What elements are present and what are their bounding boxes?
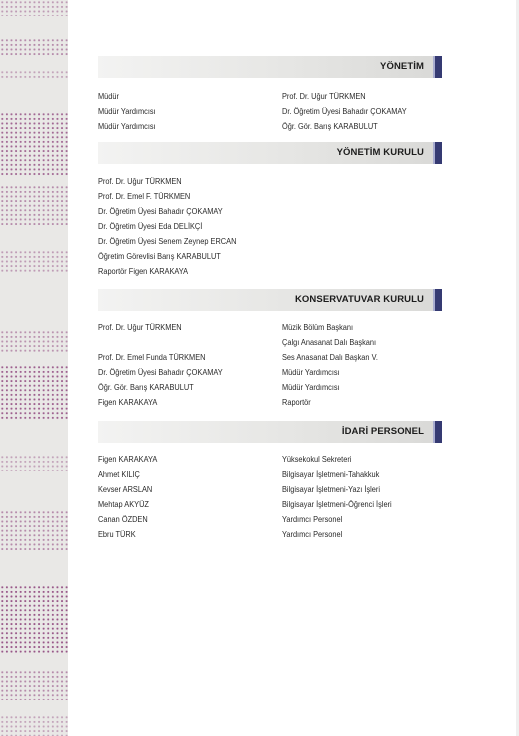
section-marker (433, 289, 442, 311)
member-role: Müdür Yardımcısı (282, 367, 340, 377)
dot-pattern (0, 38, 68, 56)
decorative-side-strip (0, 0, 68, 736)
dot-pattern (0, 250, 68, 272)
person-role: Yardımcı Personel (282, 514, 343, 524)
dot-pattern (0, 365, 68, 420)
person-role: Yardımcı Personel (282, 529, 343, 539)
dot-pattern (0, 0, 68, 16)
section-header-yonetim-kurulu (98, 142, 442, 164)
section-header-idari-personel (98, 421, 442, 443)
person-role: Bilgisayar İşletmeni-Tahakkuk (282, 469, 380, 479)
section-title: İDARİ PERSONEL (341, 426, 424, 437)
section-title: YÖNETİM (380, 61, 424, 72)
dot-pattern (0, 510, 68, 550)
member-name: Prof. Dr. Uğur TÜRKMEN (98, 176, 182, 186)
dot-pattern (0, 670, 68, 700)
person-name: Ebru TÜRK (98, 529, 136, 539)
person-name: Prof. Dr. Uğur TÜRKMEN (282, 91, 366, 101)
section-marker (433, 142, 442, 164)
dot-pattern (0, 70, 68, 80)
member-name: Prof. Dr. Uğur TÜRKMEN (98, 322, 182, 332)
member-name: Dr. Öğretim Üyesi Eda DELİKÇİ (98, 221, 203, 231)
dot-pattern (0, 112, 68, 176)
member-name: Prof. Dr. Emel Funda TÜRKMEN (98, 352, 206, 362)
role-text: Müdür (98, 91, 119, 101)
member-role: Raportör (282, 397, 311, 407)
dot-pattern (0, 185, 68, 225)
dot-pattern (0, 330, 68, 352)
member-role: Çalgı Anasanat Dalı Başkanı (282, 337, 377, 347)
member-role: Müdür Yardımcısı (282, 382, 340, 392)
member-name: Dr. Öğretim Üyesi Senem Zeynep ERCAN (98, 236, 237, 246)
dot-pattern (0, 715, 68, 736)
dot-pattern (0, 585, 68, 655)
section-header-konservatuvar-kurulu (98, 289, 442, 311)
member-name: Öğr. Gör. Barış KARABULUT (98, 382, 194, 392)
dot-pattern (0, 455, 68, 471)
role-text: Müdür Yardımcısı (98, 121, 156, 131)
member-role: Ses Anasanat Dalı Başkan V. (282, 352, 378, 362)
section-title: KONSERVATUVAR KURULU (294, 294, 424, 305)
person-name: Canan ÖZDEN (98, 514, 148, 524)
member-role: Müzik Bölüm Başkanı (282, 322, 354, 332)
person-role: Yüksekokul Sekreteri (282, 454, 352, 464)
member-name: Dr. Öğretim Üyesi Bahadır ÇOKAMAY (98, 206, 223, 216)
section-marker (433, 56, 442, 78)
section-marker (433, 421, 442, 443)
member-name: Figen KARAKAYA (98, 397, 158, 407)
role-text: Müdür Yardımcısı (98, 106, 156, 116)
person-name: Öğr. Gör. Barış KARABULUT (282, 121, 378, 131)
section-title: YÖNETİM KURULU (336, 147, 424, 158)
person-role: Bilgisayar İşletmeni-Öğrenci İşleri (282, 499, 392, 509)
person-name: Kevser ARSLAN (98, 484, 153, 494)
member-name: Raportör Figen KARAKAYA (98, 266, 189, 276)
member-name: Prof. Dr. Emel F. TÜRKMEN (98, 191, 191, 201)
person-name: Ahmet KILIÇ (98, 469, 140, 479)
person-role: Bilgisayar İşletmeni-Yazı İşleri (282, 484, 381, 494)
section-header-yonetim (98, 56, 442, 78)
person-name: Figen KARAKAYA (98, 454, 158, 464)
person-name: Mehtap AKYÜZ (98, 499, 149, 509)
person-name: Dr. Öğretim Üyesi Bahadır ÇOKAMAY (282, 106, 407, 116)
member-name: Dr. Öğretim Üyesi Bahadır ÇOKAMAY (98, 367, 223, 377)
member-name: Öğretim Görevlisi Barış KARABULUT (98, 251, 221, 261)
